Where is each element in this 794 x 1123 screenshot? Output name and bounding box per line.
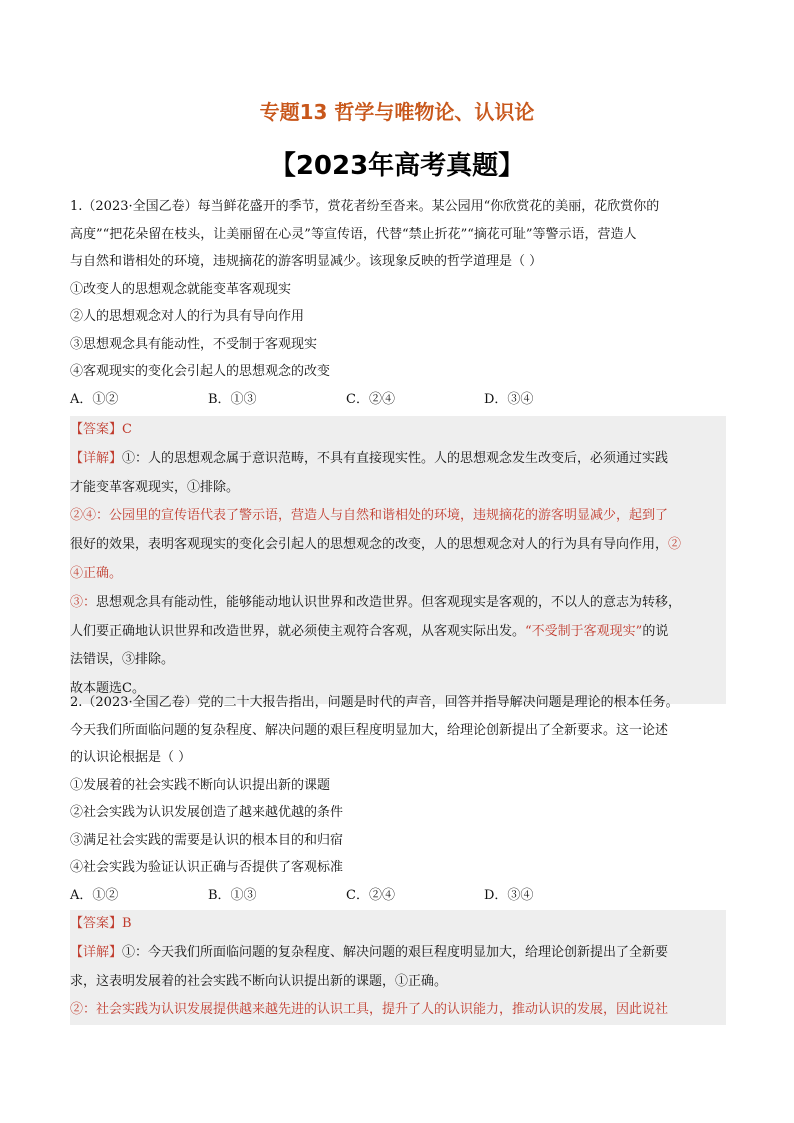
option-c: C．②④ bbox=[346, 887, 395, 903]
option-d: D．③④ bbox=[484, 391, 534, 407]
option-a: A．①② bbox=[70, 887, 119, 903]
detail-text: ①：今天我们所面临问题的复杂程度、解决问题的艰巨程度明显加大，给理论创新提出了全新要 bbox=[122, 944, 669, 960]
detail-text: 人们要正确地认识世界和改造世界，就必须使主观符合客观，从客观实际出发。 bbox=[70, 623, 526, 639]
question-stem-line: 今天我们所面临问题的复杂程度、解决问题的艰巨程度明显加大，给理论创新提出了全新要求。这一论述 bbox=[70, 722, 669, 738]
answer-options bbox=[70, 882, 726, 910]
question-2 bbox=[70, 689, 726, 909]
choice-item: ②社会实践为认识发展创造了越来越优越的条件 bbox=[70, 805, 344, 820]
answer-tag: 【答案】 bbox=[70, 422, 123, 437]
option-d: D．③④ bbox=[484, 887, 534, 903]
detail-text: ③： bbox=[70, 594, 97, 610]
detail-line: 求，这表明发展着的社会实践不断向认识提出新的课题，①正确。 bbox=[70, 973, 448, 989]
detail-line: ④正确。 bbox=[70, 565, 123, 581]
topic-title: 专题13 哲学与唯物论、认识论 bbox=[259, 100, 535, 124]
choice-item: ③满足社会实践的需要是认识的根本目的和归宿 bbox=[70, 832, 344, 848]
answer-line bbox=[70, 910, 726, 939]
option-b: B．①③ bbox=[208, 391, 257, 407]
detail-text: ①：人的思想观念属于意识范畴，不具有直接现实性。人的思想观念发生改变后，必须通过实践 bbox=[122, 450, 669, 466]
answer-value: B bbox=[122, 916, 132, 931]
answer-box-2 bbox=[70, 910, 726, 1025]
detail-text: 思想观念具有能动性，能够能动地认识世界和改造世界。但客观现实是客观的，不以人的意志为转移， bbox=[96, 594, 682, 610]
option-a: A．①② bbox=[70, 391, 119, 407]
option-c: C．②④ bbox=[346, 391, 395, 407]
detail-line: ②：社会实践为认识发展提供越来越先进的认识工具，提升了人的认识能力，推动认识的发展，因此说社 bbox=[70, 1002, 669, 1018]
detail-tag: 【详解】 bbox=[70, 944, 123, 960]
choice-item: ①发展着的社会实践不断向认识提出新的课题 bbox=[70, 777, 331, 793]
detail-line: 法错误，③排除。 bbox=[70, 652, 175, 668]
question-stem-line: 2.（2023·全国乙卷）党的二十大报告指出，问题是时代的声音，回答并指导解决问题是理论的根本任务。 bbox=[70, 695, 679, 710]
answer-line bbox=[70, 416, 726, 445]
detail-line bbox=[70, 445, 726, 474]
detail-text: 很好的效果，表明客观现实的变化会引起人的思想观念的改变，人的思想观念对人的行为具有导向作用， bbox=[70, 537, 669, 553]
choice-item: ②人的思想观念对人的行为具有导向作用 bbox=[70, 309, 305, 324]
answer-box-1 bbox=[70, 416, 726, 704]
detail-line: 才能变革客观现实，①排除。 bbox=[70, 479, 240, 495]
detail-text: 的说 bbox=[642, 623, 669, 639]
question-stem-line: 与自然和谐相处的环境，违规摘花的游客明显减少。该现象反映的哲学道理是（ ） bbox=[70, 254, 543, 269]
choice-item: ①改变人的思想观念就能变革客观现实 bbox=[70, 281, 292, 297]
choice-item: ④社会实践为验证认识正确与否提供了客观标准 bbox=[70, 860, 344, 875]
answer-tag: 【答案】 bbox=[70, 916, 123, 931]
detail-line: ②④：公园里的宣传语代表了警示语，营造人与自然和谐相处的环境，违规摘花的游客明显减少，起到了 bbox=[70, 508, 669, 524]
option-b: B．①③ bbox=[208, 887, 257, 903]
question-1 bbox=[70, 193, 726, 413]
question-stem-line: 的认识论根据是（ ） bbox=[70, 750, 192, 765]
conclusion-line: 故本题选C。 bbox=[70, 681, 145, 697]
answer-options bbox=[70, 386, 726, 414]
detail-line bbox=[70, 939, 726, 968]
choice-item: ④客观现实的变化会引起人的思想观念的改变 bbox=[70, 364, 331, 379]
detail-line bbox=[70, 531, 726, 560]
section-subtitle: 【2023年高考真题】 bbox=[269, 151, 525, 181]
question-stem-line: 1.（2023·全国乙卷）每当鲜花盛开的季节，赏花者纷至沓来。某公园用“你欣赏花的美丽，花欣赏你的 bbox=[70, 199, 660, 214]
answer-value: C bbox=[122, 422, 132, 437]
choice-item: ③思想观念具有能动性，不受制于客观现实 bbox=[70, 336, 318, 352]
detail-line bbox=[70, 589, 726, 618]
detail-line bbox=[70, 618, 726, 647]
detail-text: ② bbox=[668, 537, 682, 553]
question-stem-line: 高度”“把花朵留在枝头，让美丽留在心灵”等宣传语，代替“禁止折花”“摘花可耻”等警示语，营造人 bbox=[70, 226, 637, 242]
detail-text: “不受制于客观现实” bbox=[525, 623, 643, 639]
detail-tag: 【详解】 bbox=[70, 450, 123, 466]
